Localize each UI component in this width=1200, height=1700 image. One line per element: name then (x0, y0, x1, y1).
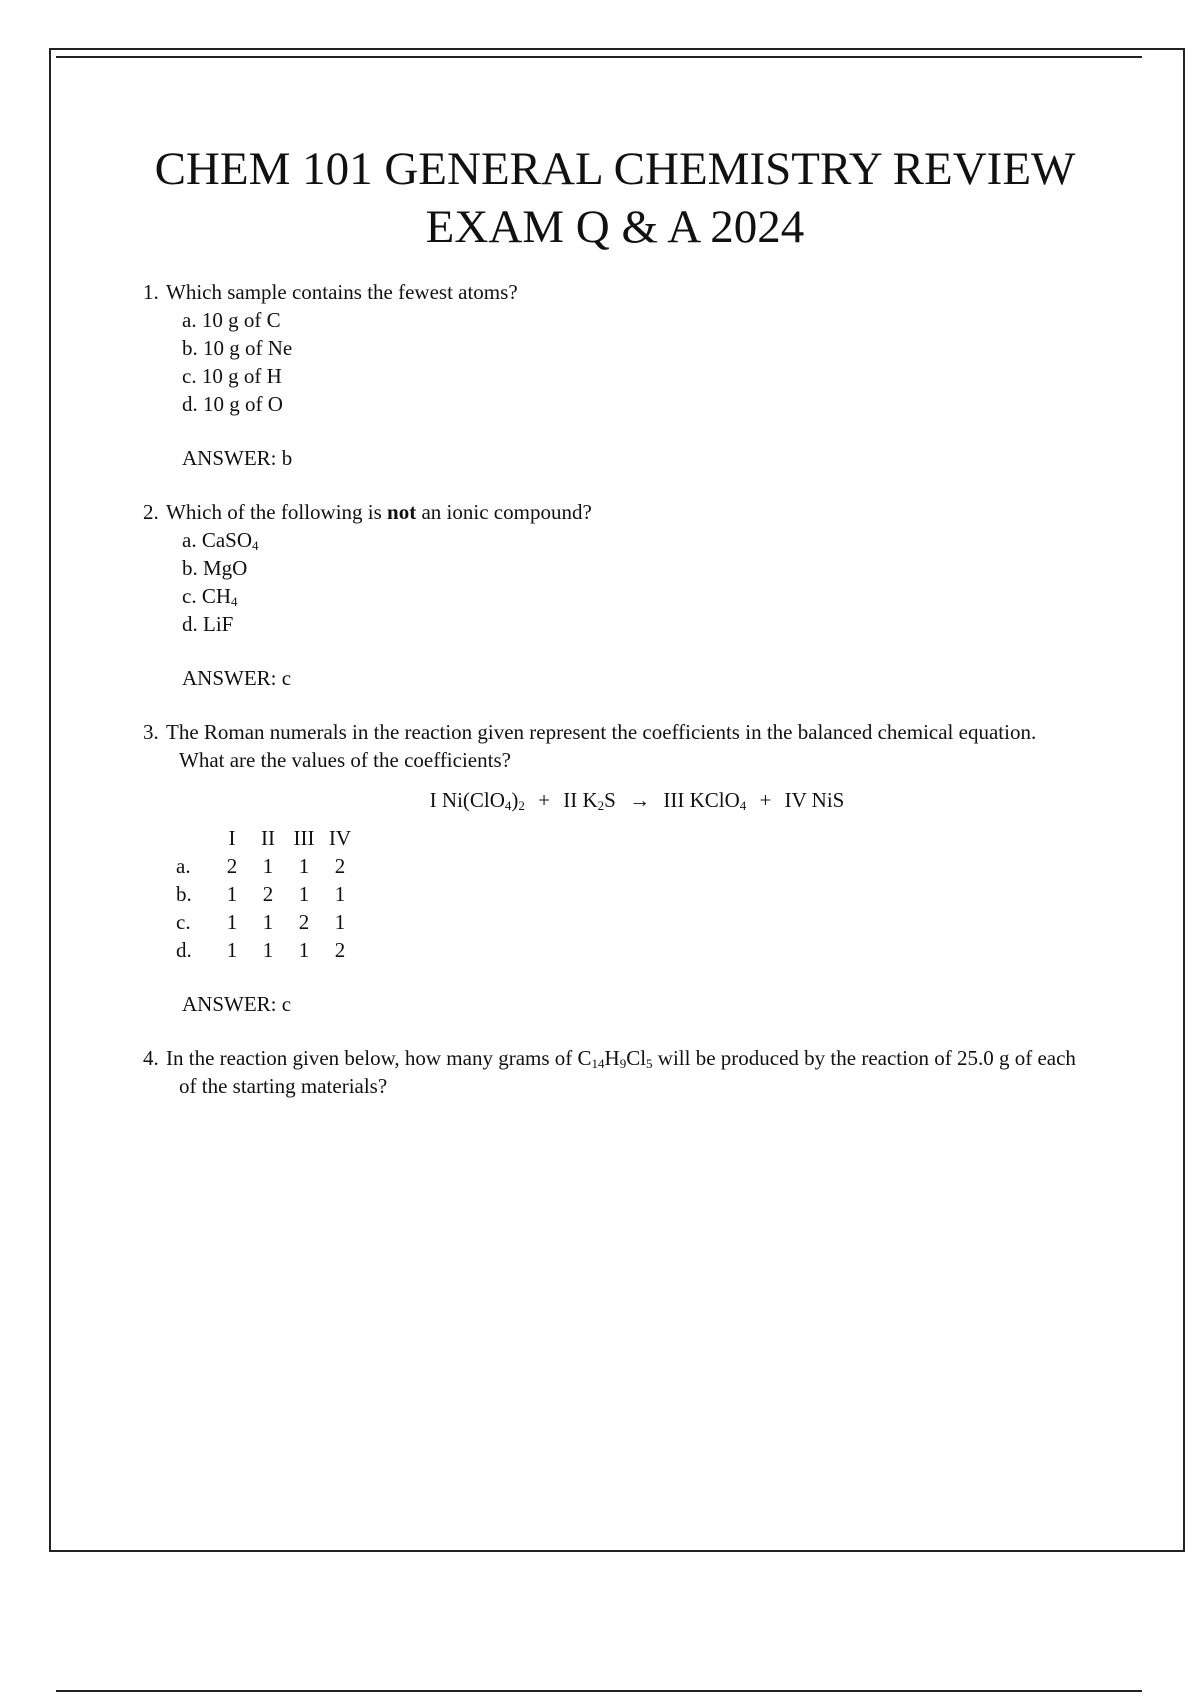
coefficient: III (663, 788, 685, 812)
formula: NiS (811, 788, 845, 812)
table-cell: 1 (334, 882, 346, 906)
table-cell: 1 (298, 882, 310, 906)
table-cell: 1 (262, 938, 274, 962)
column-header: IV (328, 826, 352, 850)
option-b: b. 10 g of Ne (182, 336, 293, 360)
option-c: c. 10 g of H (182, 364, 282, 388)
question-text: The Roman numerals in the reaction given represent the coefficients in the balanced chemical equation. What are the values of the coefficients? (166, 720, 1037, 772)
option-label: c. (182, 584, 202, 608)
formula: KClO (689, 788, 740, 812)
question-1-options (143, 306, 1083, 418)
page-title (60, 140, 1170, 256)
question-text-end: an ionic compound? (416, 500, 592, 524)
option-label: a. (182, 528, 202, 552)
formula: Cl (626, 1046, 647, 1070)
column-header: II (261, 826, 275, 850)
table-row (176, 936, 358, 964)
subscript: 4 (231, 594, 238, 609)
table-row (176, 880, 358, 908)
option-d (182, 610, 1083, 638)
subscript: 9 (619, 1056, 627, 1071)
table-header-row (176, 824, 358, 852)
table-cell: 2 (298, 910, 310, 934)
formula: ) (511, 788, 519, 812)
formula: S (604, 788, 616, 812)
table-corner (176, 824, 214, 852)
plus-sign: + (538, 788, 550, 812)
question-1-answer: ANSWER: b (182, 446, 293, 470)
table-cell: 2 (334, 854, 346, 878)
option-d: d. 10 g of O (182, 392, 283, 416)
formula: H (604, 1046, 620, 1070)
question-3-answer: ANSWER: c (182, 992, 292, 1016)
row-label: b. (176, 882, 192, 906)
question-3-stem (143, 718, 1083, 774)
coefficient: I (429, 788, 437, 812)
subscript: 2 (597, 798, 605, 813)
coefficient-table (176, 824, 358, 964)
question-1 (143, 278, 1083, 472)
table-cell: 2 (262, 882, 274, 906)
option-b (182, 554, 1083, 582)
table-cell: 1 (262, 854, 274, 878)
question-number: 2. (143, 500, 159, 524)
table-cell: 2 (334, 938, 346, 962)
table-cell: 1 (262, 910, 274, 934)
formula: CaSO (201, 528, 253, 552)
subscript: 4 (252, 538, 259, 553)
option-a: a. 10 g of C (182, 308, 281, 332)
column-header: I (228, 826, 236, 850)
option-c (182, 582, 1083, 610)
bottom-rule (56, 1690, 1142, 1692)
reaction-arrow: → (629, 788, 651, 812)
row-label: c. (176, 910, 191, 934)
table-row (176, 908, 358, 936)
question-text: Which of the following is (166, 500, 388, 524)
table-cell: 1 (226, 882, 238, 906)
subscript: 14 (591, 1056, 605, 1071)
question-number: 3. (143, 720, 159, 744)
plus-sign: + (759, 788, 772, 812)
question-text-end: will be produced by the reaction of 25.0 g of each of the starting materials? (179, 1046, 1076, 1098)
subscript: 4 (504, 798, 512, 813)
title-line-2: EXAM Q & A 2024 (425, 201, 805, 253)
option-a (182, 526, 1083, 554)
formula: Ni(ClO (441, 788, 505, 812)
row-label: d. (176, 938, 192, 962)
question-number: 1. (143, 280, 159, 304)
table-cell: 1 (298, 854, 310, 878)
question-3 (143, 718, 1083, 1018)
emphasis-text: not (387, 500, 417, 524)
formula: CH (201, 584, 232, 608)
table-cell: 1 (226, 938, 238, 962)
question-2-stem (143, 498, 1083, 526)
question-number: 4. (143, 1046, 159, 1070)
subscript: 4 (739, 798, 747, 813)
table-cell: 1 (226, 910, 238, 934)
question-4 (143, 1044, 1083, 1100)
title-line-1: CHEM 101 GENERAL CHEMISTRY REVIEW (154, 143, 1076, 195)
option-label: d. (182, 612, 203, 636)
option-label: b. (182, 556, 203, 580)
question-text: In the reaction given below, how many grams of C (166, 1046, 592, 1070)
chemical-equation (143, 786, 1083, 814)
coefficient: II (563, 788, 578, 812)
questions (143, 278, 1083, 1100)
formula: MgO (203, 556, 248, 580)
question-2-options (143, 526, 1083, 638)
coefficient: IV (784, 788, 807, 812)
table-cell: 1 (334, 910, 346, 934)
question-1-stem (143, 278, 1083, 306)
subscript: 2 (518, 798, 525, 813)
column-header: III (293, 826, 315, 850)
table-cell: 1 (298, 938, 310, 962)
formula: LiF (203, 612, 234, 636)
formula: K (582, 788, 598, 812)
question-2 (143, 498, 1083, 692)
table-row (176, 852, 358, 880)
question-2-answer: ANSWER: c (182, 666, 292, 690)
subscript: 5 (646, 1056, 653, 1071)
question-4-stem (143, 1044, 1083, 1100)
row-label: a. (176, 854, 191, 878)
table-cell: 2 (226, 854, 238, 878)
question-text: Which sample contains the fewest atoms? (166, 280, 518, 304)
